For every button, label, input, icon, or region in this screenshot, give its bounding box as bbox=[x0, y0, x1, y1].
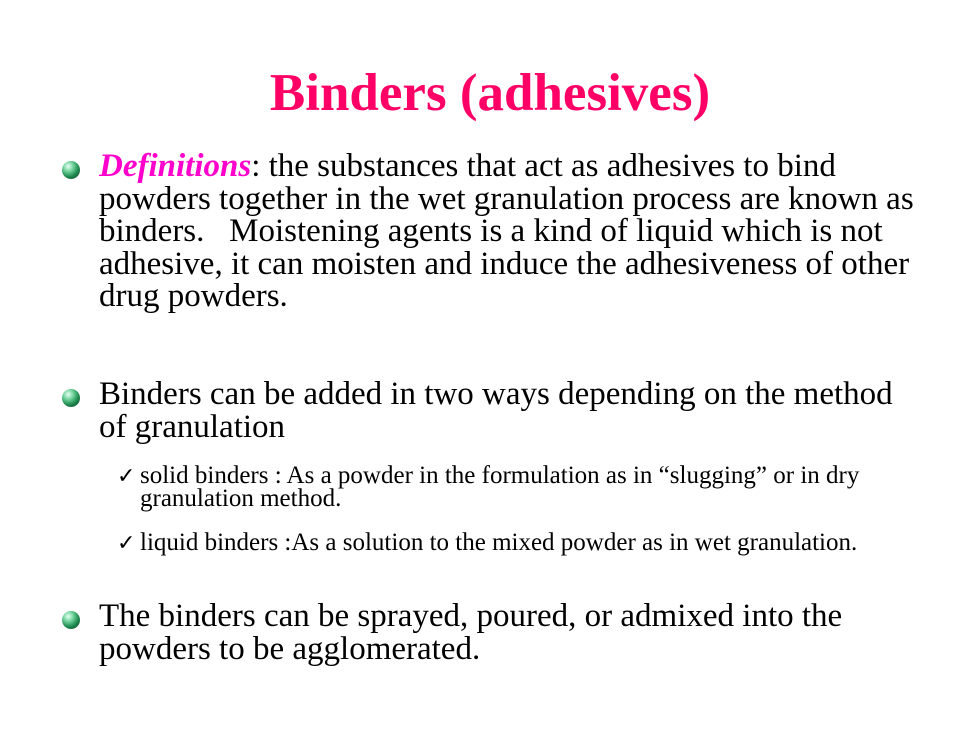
bullet-icon bbox=[62, 161, 80, 179]
checkmark-icon: ✓ bbox=[117, 531, 136, 556]
definitions-text: : the substances that act as adhesives to bind powders together in the wet granulation process are known as binders. Moistening agents is a kind of liquid which is not adhesive, it can moisten and induce the adhesiveness of other drug powders. bbox=[99, 148, 914, 314]
bullet-text: Binders can be added in two ways depending on the method of granulation bbox=[99, 376, 893, 445]
bullet-text: The binders can be sprayed, poured, or admixed into the powders to be agglomerated. bbox=[99, 598, 843, 667]
sub-bullet-text: liquid binders :As a solution to the mixed powder as in wet granulation. bbox=[140, 529, 858, 556]
bullet-icon bbox=[62, 389, 80, 407]
slide-title: Binders (adhesives) bbox=[269, 64, 711, 122]
checkmark-icon: ✓ bbox=[117, 464, 136, 489]
sub-bullet-text: solid binders : As a powder in the formulation as in “slugging” or in dry granulation method. bbox=[140, 462, 860, 512]
bullet-icon bbox=[62, 611, 80, 629]
bullet-text bbox=[99, 150, 919, 313]
definitions-term: Definitions bbox=[99, 148, 252, 184]
